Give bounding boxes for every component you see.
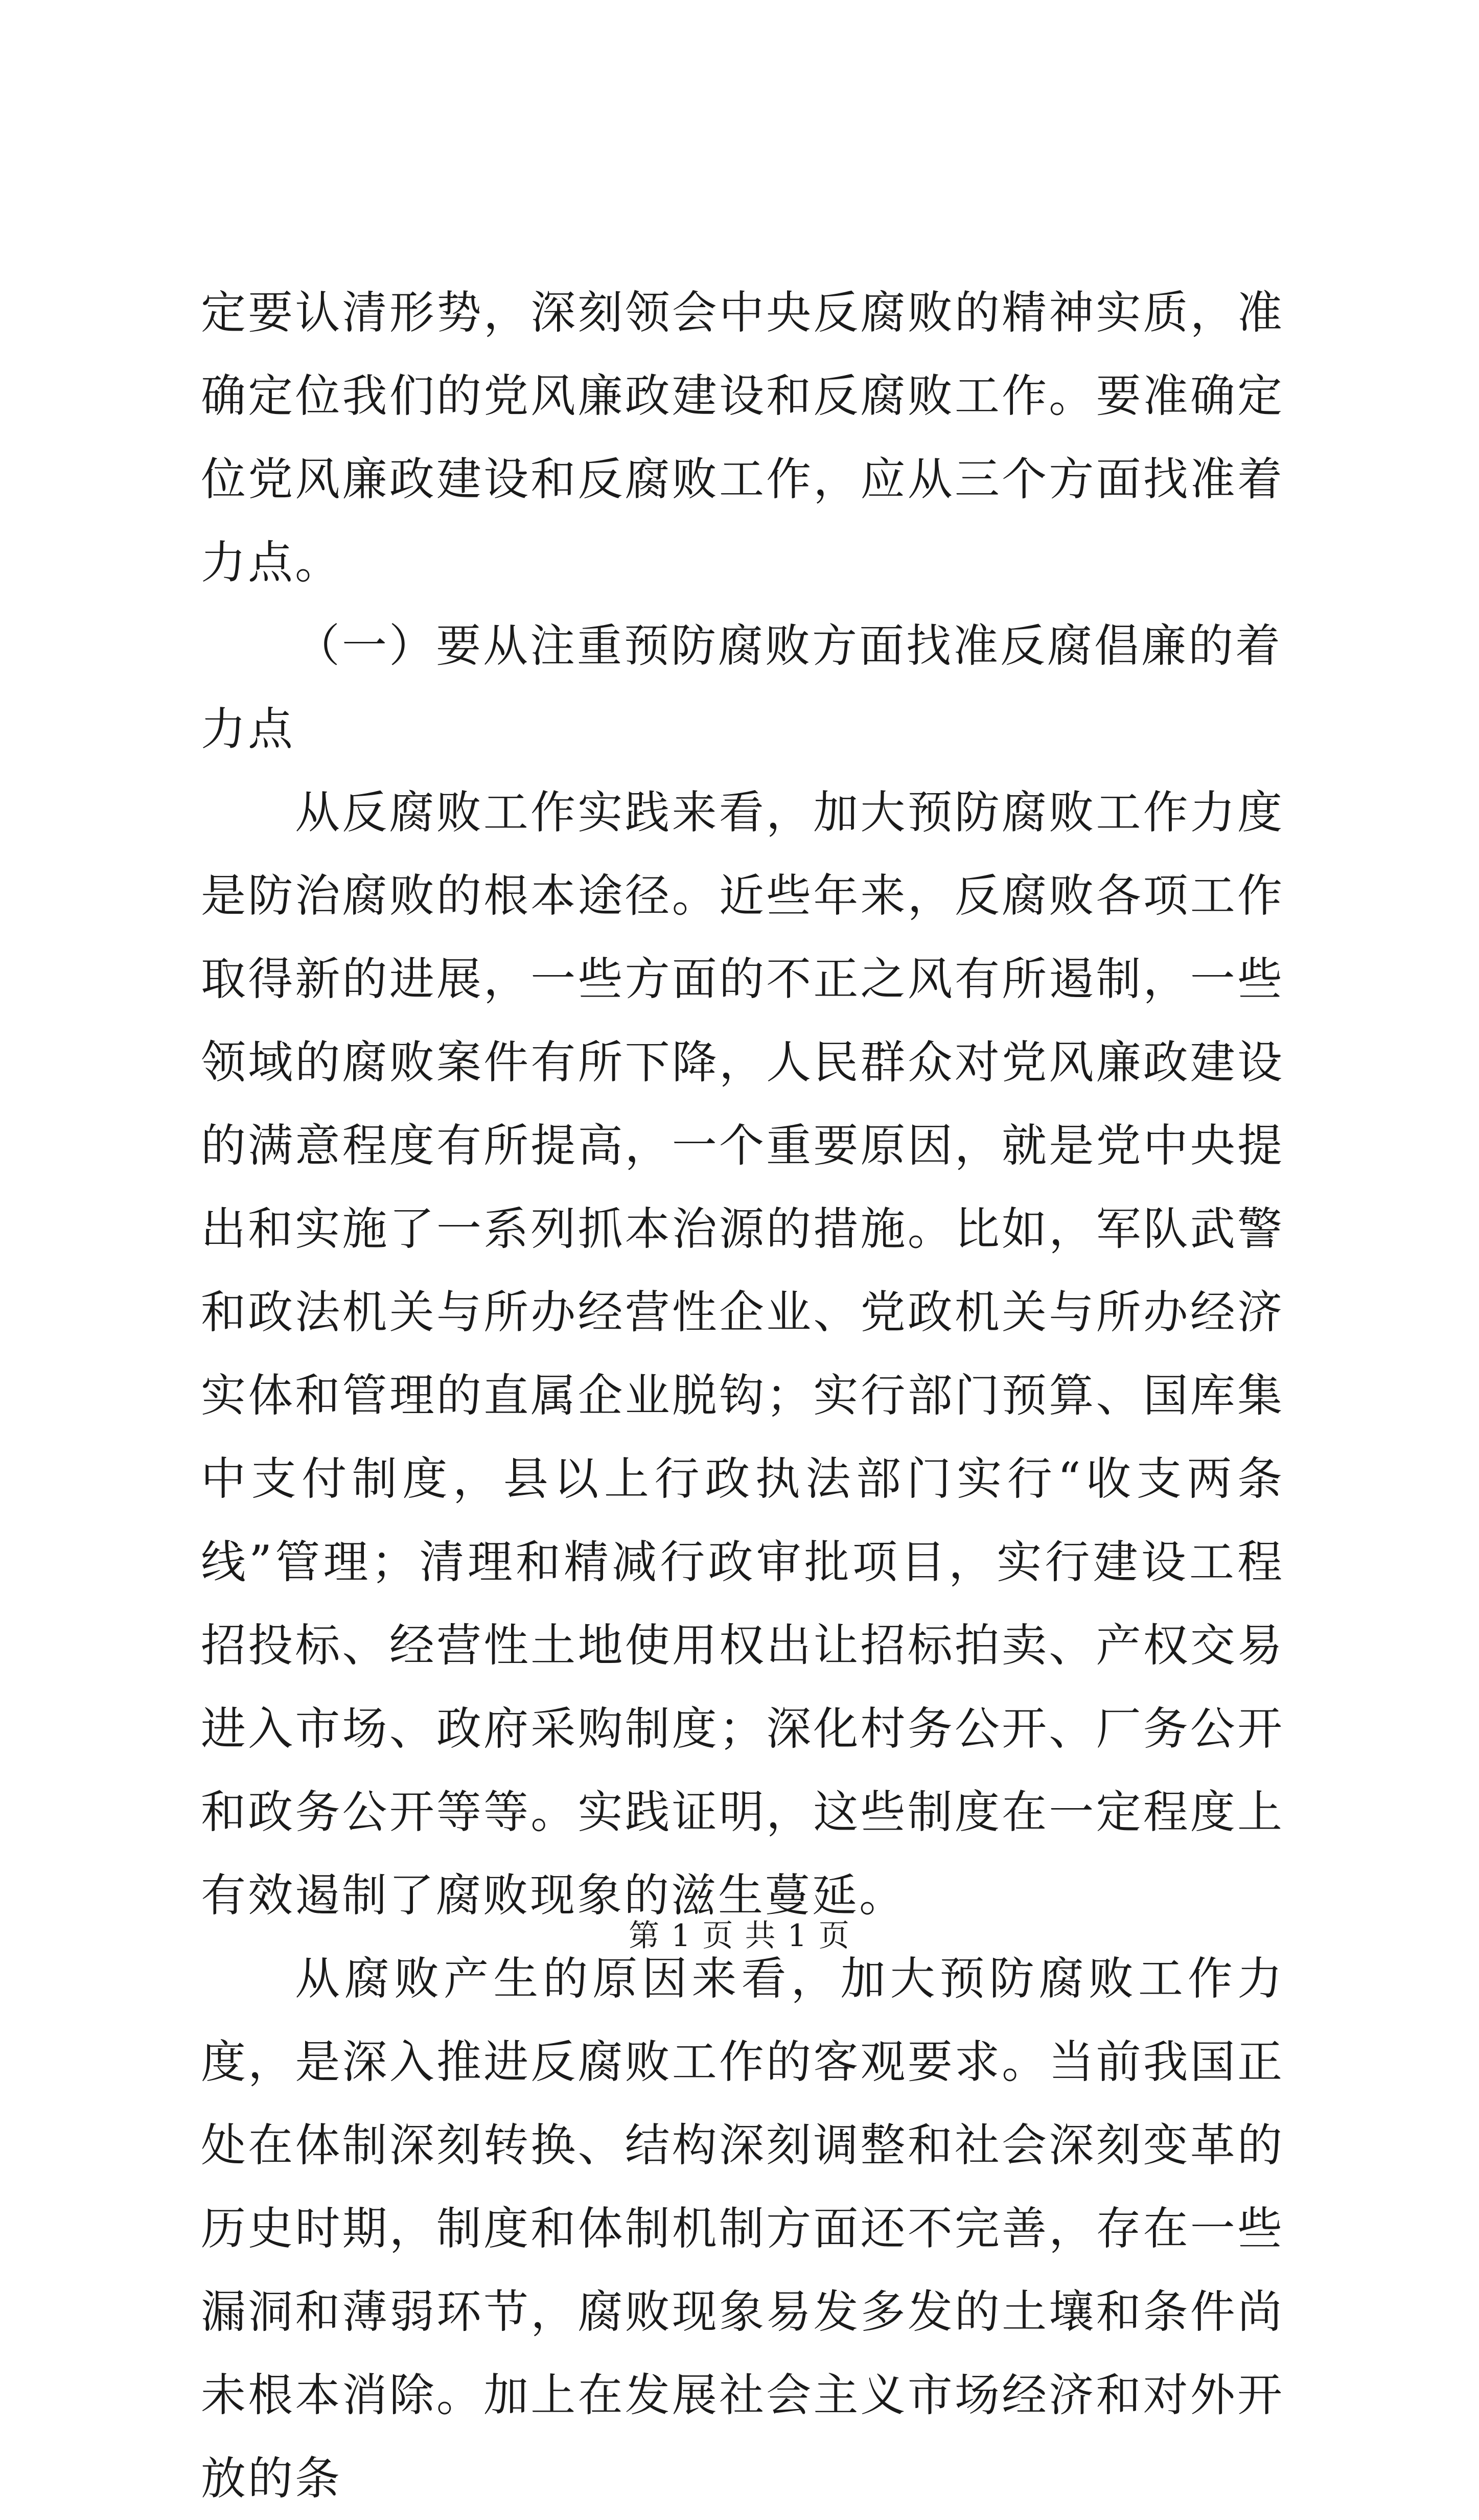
paragraph-3: 从腐败产生的原因来看，加大预防腐败工作力度，是深入推进反腐败工作的客观要求。当前我国正处在体制深刻转换、结构深刻调整和社会深刻变革的历史时期，制度和体制机制方面还不完善，存在一些漏洞和薄弱环节，腐败现象易发多发的土壤和条件尚未根本消除。加上在发展社会主义市场经济和对外开放的条 (201, 1952, 1284, 2505)
paragraph-2: 从反腐败工作实践来看，加大预防腐败工作力度是防治腐败的根本途径。近些年来，反腐败各项工作取得新的进展，一些方面的不正之风有所遏制，一些领域的腐败案件有所下降，人民群众对党风廉政建设的满意程度有所提高，一个重要原因，就是党中央提出和实施了一系列抓本治源的措施。比如，军队武警和政法机关与所办经营性企业、党政机关与所办经济实体和管理的直属企业脱钩；实行部门预算、国库集中支付制度，县以上行政执法部门实行“收支两条线”管理；清理和精减行政审批项目，实行建设工程招投标、经营性土地使用权出让招标拍卖、产权交易进入市场、政府采购制度；深化村务公开、厂务公开和政务公开等等。实践证明，这些制度在一定程度上有效遏制了腐败现象的滋生蔓延。 (201, 786, 1284, 1922)
page-footer: 第 1 页 共 1 页 (629, 1918, 850, 1954)
section-heading: （一）要从注重预防腐败方面找准反腐倡廉的着力点 (201, 619, 1283, 755)
document-body (201, 271, 1284, 2520)
paragraph-1: 定要认清形势，深刻领会中央反腐败的精神实质，准确定位我们的党风廉政建设和反腐败工作。要准确定位党风廉政建设和反腐败工作，应从三个方面找准着力点。 (201, 286, 1284, 589)
